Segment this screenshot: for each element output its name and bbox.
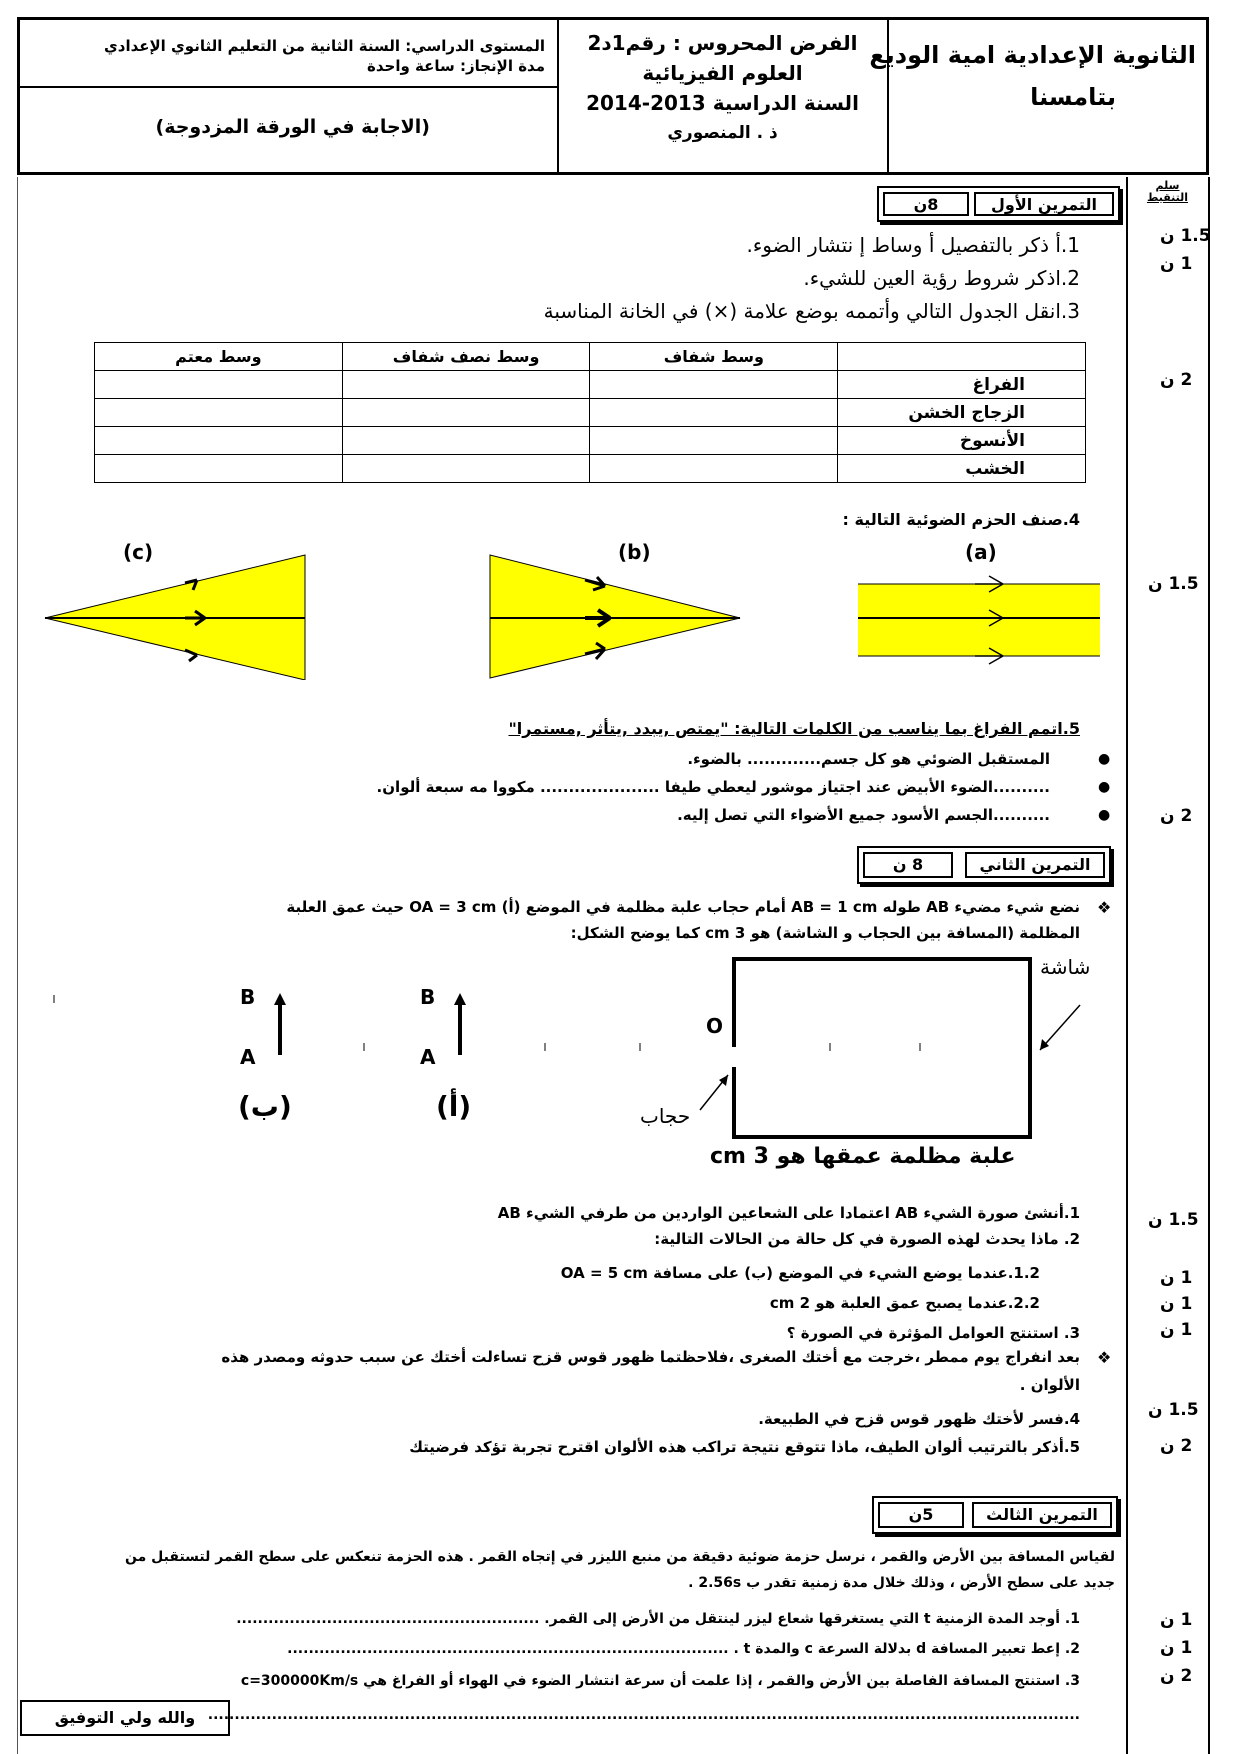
frame-line-scale: [1126, 177, 1128, 1754]
ex1-q4: 4.صنف الحزم الضوئية التالية :: [842, 510, 1080, 529]
school-line2: بتامسنا: [1030, 83, 1116, 111]
table-cell: [590, 371, 838, 399]
table-row-label: الفراغ: [838, 371, 1086, 399]
level-info: [30, 36, 545, 76]
ex3-q2: 2. إعط تعبير المسافة d بدلالة السرعة c والمدة t . ...................................................................................: [287, 1641, 1080, 1657]
ex2-pts-q22: 1 ن: [1160, 1294, 1193, 1314]
school-year: السنة الدراسية 2013-2014: [586, 91, 859, 115]
ex2-pts-q5: 2 ن: [1160, 1436, 1193, 1456]
ex2-pts-q4: 1.5 ن: [1148, 1400, 1199, 1420]
ex3-points: 5ن: [878, 1502, 964, 1528]
ex2-pts-q21: 1 ن: [1160, 1268, 1193, 1288]
answer-note: (الاجابة في الورقة المزدوجة): [155, 116, 430, 138]
point-o-label: O: [706, 1014, 724, 1038]
frame-line-left: [17, 177, 18, 1754]
table-cell: [95, 371, 343, 399]
point-a-label-pos-b: A: [240, 1045, 256, 1069]
beam-c: [45, 555, 305, 680]
table-header-blank: [838, 343, 1086, 371]
ex2-pts-q3: 1 ن: [1160, 1320, 1193, 1340]
ex1-pts-q3: 2 ن: [1160, 370, 1193, 390]
pinhole: [732, 1047, 738, 1067]
table-cell: [342, 399, 590, 427]
ex2-q5: 5.أذكر بالترتيب ألوان الطيف، ماذا تتوقع نتيجة تراكب هذه الألوان اقترح تجربة تؤكد فرضيتك: [409, 1438, 1080, 1456]
ex1-bullet-2: ..........الضوء الأبيض عند اجتياز موشور ليعطي طيفا ..................... مكووا مه سبعة ألوان.: [376, 778, 1050, 796]
veil-label: حجاب: [640, 1104, 691, 1128]
table-header-opaque: وسط معتم: [95, 343, 343, 371]
beam-label-c: (c): [123, 540, 154, 564]
ex2-q4: 4.فسر لأختك ظهور قوس قزح في الطبيعة.: [758, 1410, 1080, 1428]
ex1-q5: 5.اتمم الفراغ بما يناسب من الكلمات التالية: "يمتص ,يبدد ,يتأثر ,مستمرا": [508, 719, 1080, 738]
ex3-answer-dots: ....................................................................................................................................................................: [207, 1707, 1080, 1723]
table-cell: [95, 399, 343, 427]
point-b-label-pos-a: B: [420, 985, 436, 1009]
scale-title: سلم التنقيط: [1146, 179, 1189, 204]
header-inner-line: [20, 86, 557, 88]
ex2-pts-q1: 1.5 ن: [1148, 1210, 1199, 1230]
ex1-points: 8ن: [883, 192, 969, 216]
diamond-bullet-icon: ❖: [1097, 898, 1112, 917]
duration: مدة الإنجاز: ساعة واحدة: [366, 57, 545, 75]
table-row-label: الخشب: [838, 455, 1086, 483]
teacher: ذ . المنصوري: [667, 123, 778, 143]
ex3-q1: 1. أوجد المدة الزمنية t التي يستغرقها شعاع ليزر لينتقل من الأرض إلى القمر. .........................................................: [236, 1611, 1080, 1627]
header-box: [17, 17, 1209, 175]
table-row: [95, 371, 1086, 399]
bullet-dot-icon: ●: [1098, 779, 1111, 795]
ex1-title-box: [877, 186, 1120, 222]
table-cell: [590, 399, 838, 427]
beam-b: [490, 555, 740, 678]
screen-label: شاشة: [1040, 955, 1091, 979]
dark-box: [734, 959, 1030, 1137]
ex3-q3: 3. استنتج المسافة الفاصلة بين الأرض والقمر ، إذا علمت أن سرعة انتشار الضوء في الهواء أو الفراغ هي c=300000Km/s: [240, 1673, 1080, 1689]
ex2-title-box: [857, 846, 1111, 884]
ex1-pts-q4: 1.5 ن: [1148, 574, 1199, 594]
beam-label-a: (a): [965, 540, 997, 564]
ex3-title-box: [872, 1496, 1118, 1534]
point-b-label-pos-b: B: [240, 985, 256, 1009]
ex2-story-1: بعد انفراج يوم ممطر ،خرجت مع أختك الصغرى ،فلاحظتما ظهور قوس قزح تساءلت أختك عن سبب حدوثه ومصدر هذه: [221, 1348, 1080, 1366]
table-header-transparent: وسط شفاف: [590, 343, 838, 371]
table-cell: [342, 455, 590, 483]
position-b-label: (ب): [238, 1090, 292, 1123]
ex2-story-2: الألوان .: [1019, 1376, 1080, 1394]
ex3-intro-1: لقياس المسافة بين الأرض والقمر ، نرسل حزمة ضوئية دقيقة من منبع الليزر في إتجاه القمر . هذه الحزمة تنعكس على سطح القمر لتستقبل من: [125, 1549, 1115, 1565]
bullet-dot-icon: ●: [1098, 807, 1111, 823]
position-a-label: (أ): [436, 1090, 472, 1123]
ex1-pts-q2: 1 ن: [1160, 254, 1193, 274]
ex1-q3: 3.انقل الجدول التالي وأتممه بوضع علامة (×) في الخانة المناسبة: [543, 299, 1080, 323]
ex3-pts-q2: 1 ن: [1160, 1638, 1193, 1658]
box-caption: علبة مظلمة عمقها هو 3 cm: [710, 1144, 1016, 1169]
ex3-intro-2: جديد على سطح الأرض ، وذلك خلال مدة زمنية تقدر ب 2.56s .: [688, 1575, 1115, 1591]
ex1-bullet-3: ..........الجسم الأسود جميع الأضواء التي تصل إليه.: [677, 806, 1050, 824]
subject: العلوم الفيزيائية: [642, 61, 803, 85]
ex3-pts-q3: 2 ن: [1160, 1666, 1193, 1686]
ex3-pts-q1: 1 ن: [1160, 1610, 1193, 1630]
table-row: [95, 455, 1086, 483]
header-divider-right: [887, 20, 889, 172]
header-divider-left: [557, 20, 559, 172]
ex1-q2: 2.اذكر شروط رؤية العين للشيء.: [803, 266, 1080, 290]
test-info: [558, 28, 887, 148]
table-row: [95, 427, 1086, 455]
ex3-title: التمرين الثالث: [972, 1502, 1112, 1528]
ex2-title: التمرين الثاني: [965, 852, 1105, 878]
ex1-title: التمرين الأول: [974, 192, 1114, 216]
ex2-q2: 2. ماذا يحدث لهذه الصورة في كل حالة من الحالات التالية:: [654, 1230, 1080, 1248]
table-row-label: الزجاج الخشن: [838, 399, 1086, 427]
beam-label-b: (b): [618, 540, 651, 564]
ex2-q22: 2.2.عندما يصبح عمق العلبة هو 2 cm: [769, 1294, 1040, 1312]
table-cell: [342, 427, 590, 455]
school-line1: الثانوية الإعدادية امية الوديع: [869, 41, 1196, 69]
diamond-bullet-icon: ❖: [1097, 1348, 1112, 1367]
light-beams-figure: [40, 550, 1120, 680]
ex2-q1: 1.أنشئ صورة الشيء AB اعتمادا على الشعاعين الواردين من طرفي الشيء AB: [497, 1204, 1080, 1222]
table-cell: [590, 455, 838, 483]
table-row-label: الأنسوخ: [838, 427, 1086, 455]
beam-a: [858, 576, 1100, 664]
table-cell: [95, 427, 343, 455]
ex1-bullet-1: المستقبل الضوئي هو كل جسم............. بالضوء.: [687, 750, 1050, 768]
ex1-pts-q5: 2 ن: [1160, 806, 1193, 826]
ex2-q21: 1.2.عندما يوضع الشيء في الموضع (ب) على مسافة OA = 5 cm: [560, 1264, 1040, 1282]
table-cell: [342, 371, 590, 399]
table-header-translucent: وسط نصف شفاف: [342, 343, 590, 371]
ex1-pts-q1: 1.5 ن: [1160, 226, 1211, 246]
ex1-q1: 1.أ ذكر بالتفصيل أ وساط إ نتشار الضوء.: [746, 233, 1080, 257]
media-table: [94, 342, 1086, 483]
ex2-intro-1: نضع شيء مضيء AB طوله AB = 1 cm أمام حجاب علبة مظلمة في الموضع (أ) OA = 3 cm حيث عمق العلبة: [286, 898, 1080, 916]
table-cell: [95, 455, 343, 483]
ex2-points: 8 ن: [863, 852, 953, 878]
point-a-label-pos-a: A: [420, 1045, 436, 1069]
closing-note: والله ولي التوفيق: [20, 1700, 230, 1736]
test-title: الفرض المحروس : رقم1د2: [587, 31, 858, 55]
table-row: [95, 399, 1086, 427]
ex2-intro-2: المظلمة (المسافة بين الحجاب و الشاشة) هو 3 cm كما يوضح الشكل:: [570, 924, 1080, 942]
table-header-row: [95, 343, 1086, 371]
frame-line-right: [1208, 177, 1210, 1754]
ex2-q3: 3. استنتج العوامل المؤثرة في الصورة ؟: [786, 1324, 1080, 1342]
bullet-dot-icon: ●: [1098, 751, 1111, 767]
level: المستوى الدراسي: السنة الثانية من التعليم الثانوي الإعدادي: [104, 37, 545, 55]
table-cell: [590, 427, 838, 455]
